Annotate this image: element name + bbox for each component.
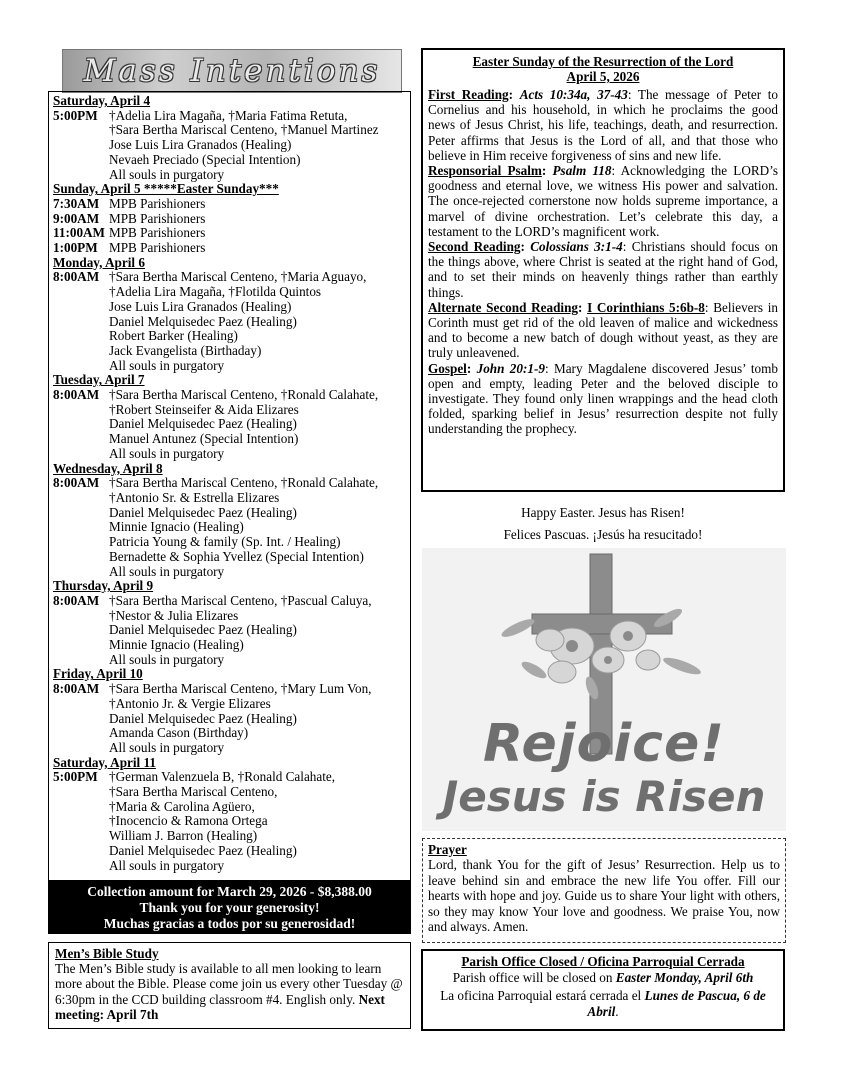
intention-line: †Adelia Lira Magaña, †Maria Fatima Retuta,: [109, 107, 348, 123]
day-heading: Saturday, April 11: [53, 754, 156, 770]
intention-line: All souls in purgatory: [109, 166, 225, 182]
mass-time: 5:00PM: [53, 107, 98, 123]
intention-line: †Adelia Lira Magaña, †Flotilda Quintos: [109, 284, 322, 300]
intention-line: All souls in purgatory: [109, 739, 225, 755]
intention-line: Robert Barker (Healing): [109, 328, 238, 344]
intention-line: †Sara Bertha Mariscal Centeno, †Manuel Martinez: [109, 122, 379, 138]
readings-box: [421, 48, 785, 492]
first-reading-text: : The message of Peter to Cornelius and his household, in which he proclaims the good news of Jesus Christ, his life, teachings, death, and resurrection. Peter affirms that Jesus is the Lord of all, and that those who believe in Him receive forgiveness of sins and new life.: [428, 87, 778, 163]
intention-line: Daniel Melquisedec Paez (Healing): [109, 504, 297, 520]
intention-line: Daniel Melquisedec Paez (Healing): [109, 416, 297, 432]
intention-entry: [53, 594, 413, 668]
second-reading-text: : Christians should focus on the things above, where Christ is seated at the right hand of God, and to set their minds on heavenly things rather than earthly things.: [428, 239, 779, 300]
intention-line: Minnie Ignacio (Healing): [109, 637, 244, 653]
mass-time: 1:00PM: [53, 240, 98, 256]
intention-names: [109, 241, 413, 256]
mass-time: 8:00AM: [53, 681, 100, 697]
intention-line: William J. Barron (Healing): [109, 828, 258, 844]
greeting-english: Happy Easter. Jesus has Risen!: [521, 505, 685, 520]
easter-cross-image: [422, 548, 786, 831]
readings-date: April 5, 2026: [566, 69, 640, 84]
gospel-cite: John 20:1-9: [476, 360, 545, 376]
banner-title: Mass Intentions: [83, 53, 381, 89]
psalm-text: : Acknowledging the LORD’s goodness and eternal love, we witness His power and salvation. The once-rejected cornerstone now holds supreme importance, a marvel of divine orchestration. Let’s celebrate this day, a testament to the LORD’s magnificent work.: [428, 163, 779, 239]
prayer-box: [422, 838, 786, 943]
bible-study-body: The Men’s Bible study is available to all men looking to learn more about the Bible. Please come join us every other Tuesday @ 6:30pm in the CCD building classroom #4. English only.: [55, 961, 403, 1007]
intention-names: [109, 682, 413, 756]
first-reading-cite: Acts 10:34a, 37-43: [519, 87, 628, 102]
mass-time: 9:00AM: [53, 210, 100, 226]
intention-line: †German Valenzuela B, †Ronald Calahate,: [109, 769, 336, 785]
intention-names: [109, 109, 413, 183]
intention-line: Daniel Melquisedec Paez (Healing): [109, 710, 297, 726]
intention-line: Jose Luis Lira Granados (Healing): [109, 298, 292, 314]
intention-line: MPB Parishioners: [109, 225, 206, 241]
intention-line: †Sara Bertha Mariscal Centeno,: [109, 784, 278, 800]
intention-line: †Robert Steinseifer & Aida Elizares: [109, 401, 299, 417]
intention-line: Daniel Melquisedec Paez (Healing): [109, 842, 297, 858]
gospel: Gospel: John 20:1-9: Mary Magdalene discovered Jesus’ tomb open and empty, leading Peter and the beloved disciple to investigate. They found only linen wrappings and the head cloth folded, sparking belief in Jesus’ resurrection despite not fully understanding the prophecy.: [428, 360, 778, 437]
intention-line: MPB Parishioners: [109, 195, 206, 211]
intention-line: †Antonio Sr. & Estrella Elizares: [109, 489, 280, 505]
intention-line: All souls in purgatory: [109, 563, 225, 579]
intention-line: †Sara Bertha Mariscal Centeno, †Pascual Caluya,: [109, 592, 372, 608]
intention-line: Bernadette & Sophia Yvellez (Special Intention): [109, 548, 364, 564]
collection-thanks-en: Thank you for your generosity!: [139, 900, 320, 915]
intention-line: All souls in purgatory: [109, 445, 225, 461]
office-closed-english: [429, 970, 777, 986]
intention-line: Jose Luis Lira Granados (Healing): [109, 137, 292, 153]
mass-time: 8:00AM: [53, 592, 100, 608]
intention-line: †Sara Bertha Mariscal Centeno, †Ronald Calahate,: [109, 387, 379, 403]
intention-names: [109, 476, 413, 579]
alternate-reading: Alternate Second Reading: I Corinthians 5:6b-8: Believers in Corinth must get rid of the old leaven of malice and wickedness and to become a new batch of dough without yeast, as they are truly unleavened.: [428, 299, 778, 361]
day-heading: Sunday, April 5 *****Easter Sunday***: [53, 181, 279, 197]
intention-entry: [53, 270, 413, 373]
prayer-text: Lord, thank You for the gift of Jesus’ Resurrection. Help us to leave behind sin and embrace the new life You offer. Fill our hearts with hope and joy. Guide us to share Your light with others, so they may know Your love and goodness. We praise You, now and always. Amen.: [428, 857, 780, 935]
intention-names: [109, 270, 413, 373]
gospel-label: Gospel: [428, 360, 467, 376]
mass-intentions-banner: [62, 49, 402, 93]
office-closed-spanish: [429, 988, 777, 1019]
office-en-date: Easter Monday, April 6th: [615, 969, 754, 985]
first-reading-label: First Reading: [428, 87, 509, 102]
intention-line: MPB Parishioners: [109, 210, 206, 226]
day-heading: Tuesday, April 7: [53, 372, 145, 388]
second-reading-cite: Colossians 3:1-4: [530, 239, 623, 255]
mass-intentions-list: [53, 94, 413, 873]
intention-line: All souls in purgatory: [109, 651, 225, 667]
intention-entry: [53, 197, 413, 212]
intention-line: †Maria & Carolina Agüero,: [109, 798, 255, 814]
readings-title: Easter Sunday of the Resurrection of the Lord: [472, 54, 734, 69]
alternate-reading-cite: I Corinthians 5:6b-8: [587, 299, 705, 315]
rejoice-text: Rejoice!: [483, 714, 725, 774]
second-reading: Second Reading: Colossians 3:1-4: Christians should focus on the things above, where Christ is seated at the right hand of God, and to set their minds on heavenly things rather than earthly things.: [428, 239, 779, 300]
mass-time: 8:00AM: [53, 269, 100, 285]
office-closed-heading: Parish Office Closed / Oficina Parroquial Cerrada: [461, 954, 745, 969]
office-en-prefix: Parish office will be closed on: [452, 969, 616, 985]
collection-banner: [48, 881, 411, 934]
intention-line: Patricia Young & family (Sp. Int. / Healing): [109, 534, 341, 550]
day-heading: Monday, April 6: [53, 254, 145, 270]
intention-line: †Sara Bertha Mariscal Centeno, †Maria Aguayo,: [109, 269, 367, 285]
intention-line: Minnie Ignacio (Healing): [109, 519, 244, 535]
office-es-date: Lunes de Pascua, 6 de Abril: [587, 988, 766, 1019]
second-reading-label: Second Reading: [428, 239, 521, 255]
intention-line: Manuel Antunez (Special Intention): [109, 431, 299, 447]
intention-names: [109, 226, 413, 241]
jesus-is-risen-text: Jesus is Risen: [442, 772, 766, 821]
day-heading: Thursday, April 9: [53, 578, 154, 594]
intention-line: All souls in purgatory: [109, 357, 225, 373]
intention-names: [109, 388, 413, 462]
intention-entry: [53, 226, 413, 241]
mass-time: 8:00AM: [53, 387, 100, 403]
intention-line: †Sara Bertha Mariscal Centeno, †Ronald Calahate,: [109, 475, 379, 491]
intention-line: Daniel Melquisedec Paez (Healing): [109, 622, 297, 638]
intention-names: [109, 197, 413, 212]
collection-thanks-es: Muchas gracias a todos por su generosidad!: [103, 916, 356, 931]
intention-entry: [53, 241, 413, 256]
psalm-cite: Psalm 118: [552, 163, 612, 179]
intention-names: [109, 212, 413, 227]
office-es-suffix: .: [615, 1003, 619, 1019]
intention-entry: [53, 388, 413, 462]
intention-line: †Sara Bertha Mariscal Centeno, †Mary Lum Von,: [109, 681, 372, 697]
mass-time: 11:00AM: [53, 225, 106, 241]
psalm-label: Responsorial Psalm: [428, 163, 542, 179]
bible-study-box: [48, 942, 411, 1029]
collection-amount: Collection amount for March 29, 2026 - $8,388.00: [87, 884, 372, 899]
intention-names: [109, 770, 413, 873]
day-heading: Saturday, April 4: [53, 93, 151, 108]
intention-names: [109, 594, 413, 668]
intention-line: Amanda Cason (Birthday): [109, 725, 249, 741]
intention-entry: [53, 212, 413, 227]
day-heading: Wednesday, April 8: [53, 460, 163, 476]
intention-entry: [53, 770, 413, 873]
office-es-prefix: La oficina Parroquial estará cerrada el: [440, 988, 645, 1004]
intention-line: All souls in purgatory: [109, 857, 225, 873]
psalm: Responsorial Psalm: Psalm 118: Acknowledging the LORD’s goodness and eternal love, we witness His power and salvation. The once-rejected cornerstone now holds supreme importance, a marvel of divine orchestration. Let’s celebrate this day, a testament to the LORD’s magnificent work.: [428, 163, 779, 239]
intention-entry: [53, 109, 413, 183]
intention-line: Jack Evangelista (Birthaday): [109, 342, 262, 358]
intention-line: †Nestor & Julia Elizares: [109, 607, 239, 623]
mass-time: 7:30AM: [53, 195, 100, 211]
mass-time: 5:00PM: [53, 769, 98, 785]
greeting-spanish: Felices Pascuas. ¡Jesús ha resucitado!: [503, 527, 703, 542]
alternate-reading-text: : Believers in Corinth must get rid of the old leaven of malice and wickedness and to become a new batch of dough without yeast, as they are truly unleavened.: [428, 299, 778, 361]
bible-study-heading: Men’s Bible Study: [55, 946, 159, 961]
intention-line: Daniel Melquisedec Paez (Healing): [109, 313, 297, 329]
office-closed-box: [421, 949, 785, 1031]
intention-line: †Antonio Jr. & Vergie Elizares: [109, 695, 271, 711]
first-reading: First Reading: Acts 10:34a, 37-43: The message of Peter to Cornelius and his household, in which he proclaims the good news of Jesus Christ, his life, teachings, death, and resurrection. Peter affirms that Jesus is the Lord of all, and that those who believe in Him receive forgiveness of sins and new life.: [428, 87, 778, 163]
mass-time: 8:00AM: [53, 475, 100, 491]
intention-line: MPB Parishioners: [109, 240, 206, 256]
intention-line: Nevaeh Preciado (Special Intention): [109, 151, 301, 167]
intention-entry: [53, 682, 413, 756]
intention-entry: [53, 476, 413, 579]
prayer-heading: Prayer: [428, 842, 467, 857]
day-heading: Friday, April 10: [53, 666, 143, 682]
bible-study-next-meeting: Next meeting: April 7th: [55, 991, 385, 1022]
alternate-reading-label: Alternate Second Reading: [428, 299, 579, 315]
gospel-text: : Mary Magdalene discovered Jesus’ tomb open and empty, leading Peter and the beloved disciple to investigate. They found only linen wrappings and the head cloth folded, sparking belief in Jesus’ resurrection despite not fully understanding the prophecy.: [428, 360, 778, 437]
intention-line: †Inocencio & Ramona Ortega: [109, 813, 268, 829]
